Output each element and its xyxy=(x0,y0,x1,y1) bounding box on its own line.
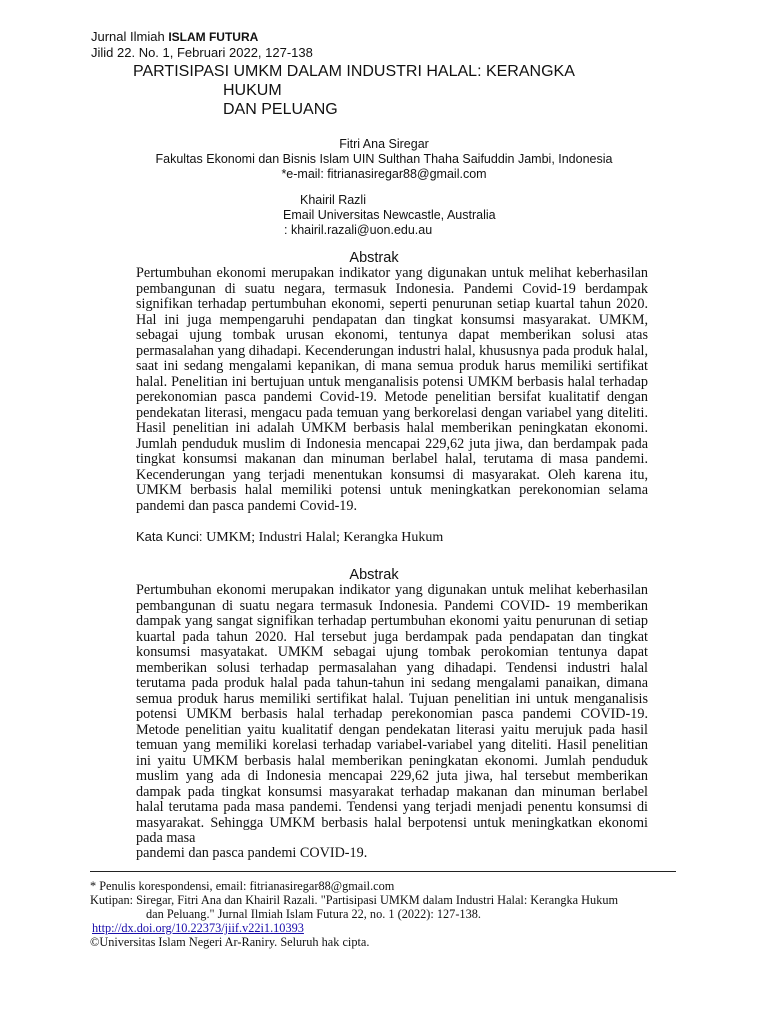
journal-name: ISLAM FUTURA xyxy=(168,30,259,44)
issue-info: Jilid 22. No. 1, Februari 2022, 127-138 xyxy=(91,45,313,60)
keywords-value: UMKM; Industri Halal; Kerangka Hukum xyxy=(206,530,444,545)
journal-prefix: Jurnal Ilmiah xyxy=(91,29,169,44)
author2-affiliation: Email Universitas Newcastle, Australia xyxy=(283,208,496,222)
doi-line xyxy=(92,921,672,935)
abstract-heading-1: Abstrak xyxy=(349,250,399,266)
article-title xyxy=(133,62,653,119)
title-line-3: DAN PELUANG xyxy=(223,101,338,118)
title-line-2: HUKUM xyxy=(223,82,282,99)
footnote-citation-line-2: dan Peluang." Jurnal Ilmiah Islam Futura 22, no. 1 (2022): 127-138. xyxy=(146,907,481,921)
abstract-text-2-last-line: pandemi dan pasca pandemi COVID-19. xyxy=(136,845,368,861)
footnote-corresponding: * Penulis korespondensi, email: fitrianasiregar88@gmail.com xyxy=(90,879,395,893)
title-line-1: PARTISIPASI UMKM DALAM INDUSTRI HALAL: KERANGKA xyxy=(133,63,575,80)
abstract-text-2: Pertumbuhan ekonomi merupakan indikator yang digunakan untuk melihat keberhasilan pembangunan di suatu negara termasuk Indonesia. Pandemi COVID- 19 memberikan dampak yang sangat signifikan terhadap pertumbuhan ekonomi yaitu penurunan di setiap kuartal pada tahun 2020. Hal tersebut juga berdampak pada pendapatan dan tingkat konsumsi masyatakat. UMKM sebagai ujung tombak perokomian tentunya dapat memberikan solusi terhadap permasalahan yang dihadapi. Tendensi industri halal terutama pada produk halal pada tahun-tahun ini sedang mengalami panaikan, dimana semua produk harus memiliki sertifikat halal. Tujuan penelitian ini untuk menganalisis potensi UMKM berbasis halal terhadap perekonomian pasca pandemi COVID-19. Metode penelitian yaitu kualitatif dengan pendekatan literasi yaitu merujuk pada hasil temuan yang memiliki korelasi terhadap variabel-variabel yang diteliti. Hasil penelitian ini yaitu UMKM berbasis halal memberikan peningkatan ekonomi. Jumlah penduduk muslim yang ada di Indonesia mencapai 229,62 juta jiwa, hal tersebut memberikan dampak pada tingkat konsumsi masyarakat terhadap makanan dan minuman berlabel halal terutama pada masa pandemi. Tendensi yang terjadi menjadi penentu konsumsi di masyarakat. Sehingga UMKM berbasis halal berpotensi untuk meningkatkan ekonomi pada masa xyxy=(136,582,648,846)
author1-email: *e-mail: fitrianasiregar88@gmail.com xyxy=(281,167,487,181)
keywords xyxy=(136,529,443,546)
footnote-copyright: ©Universitas Islam Negeri Ar-Raniry. Seluruh hak cipta. xyxy=(90,935,370,949)
author1-affiliation: Fakultas Ekonomi dan Bisnis Islam UIN Sulthan Thaha Saifuddin Jambi, Indonesia xyxy=(155,152,613,166)
journal-name-header xyxy=(91,29,258,45)
author1-name: Fitri Ana Siregar xyxy=(339,137,429,151)
abstract-heading-2: Abstrak xyxy=(349,567,399,583)
abstract-text-1: Pertumbuhan ekonomi merupakan indikator yang digunakan untuk melihat keberhasilan pembangunan di suatu negara, termasuk Indonesia. Pandemi Covid-19 berdampak signifikan terhadap pertumbuhan ekonomi, seperti penurunan setiap kuartal tahun 2020. Hal ini juga mempengaruhi pendapatan dan tingkat konsumsi masyarakat. UMKM, sebagai ujung tombak urusan ekonomi, tentunya dapat memberikan solusi atas permasalahan yang dihadapi. Kecenderungan industri halal, khususnya pada produk halal, saat ini sedang mengalami kepanikan, di mana semua produk harus memiliki sertifikat halal. Penelitian ini bertujuan untuk menganalisis potensi UMKM berbasis halal terhadap perekonomian pasca pandemi Covid-19. Metode penelitian bersifat kualitatif dengan pendekatan literasi, mengacu pada temuan yang berkorelasi dengan variabel yang diteliti. Hasil penelitian ini adalah UMKM berbasis halal memberikan peningkatan ekonomi. Jumlah penduduk muslim di Indonesia mencapai 229,62 juta jiwa, dan berdampak pada tingkat konsumsi makanan dan minuman berlabel halal, terutama di masa pandemi. Kecenderungan yang terjadi menentukan konsumsi di masyarakat. Oleh karena itu, UMKM berbasis halal memiliki potensi untuk meningkatkan perekonomian selama pandemi dan pasca pandemi Covid-19. xyxy=(136,265,648,514)
footnote-citation-line-1: Kutipan: Siregar, Fitri Ana dan Khairil Razali. "Partisipasi UMKM dalam Industri Halal: Kerangka Hukum xyxy=(90,893,619,907)
keywords-label: Kata Kunci: xyxy=(136,529,207,544)
doi-link[interactable]: http://dx.doi.org/10.22373/jiif.v22i1.10393 xyxy=(92,921,304,935)
author2-email: : khairil.razali@uon.edu.au xyxy=(284,223,433,237)
author2-name: Khairil Razli xyxy=(300,193,366,207)
footnote-divider xyxy=(90,871,676,872)
